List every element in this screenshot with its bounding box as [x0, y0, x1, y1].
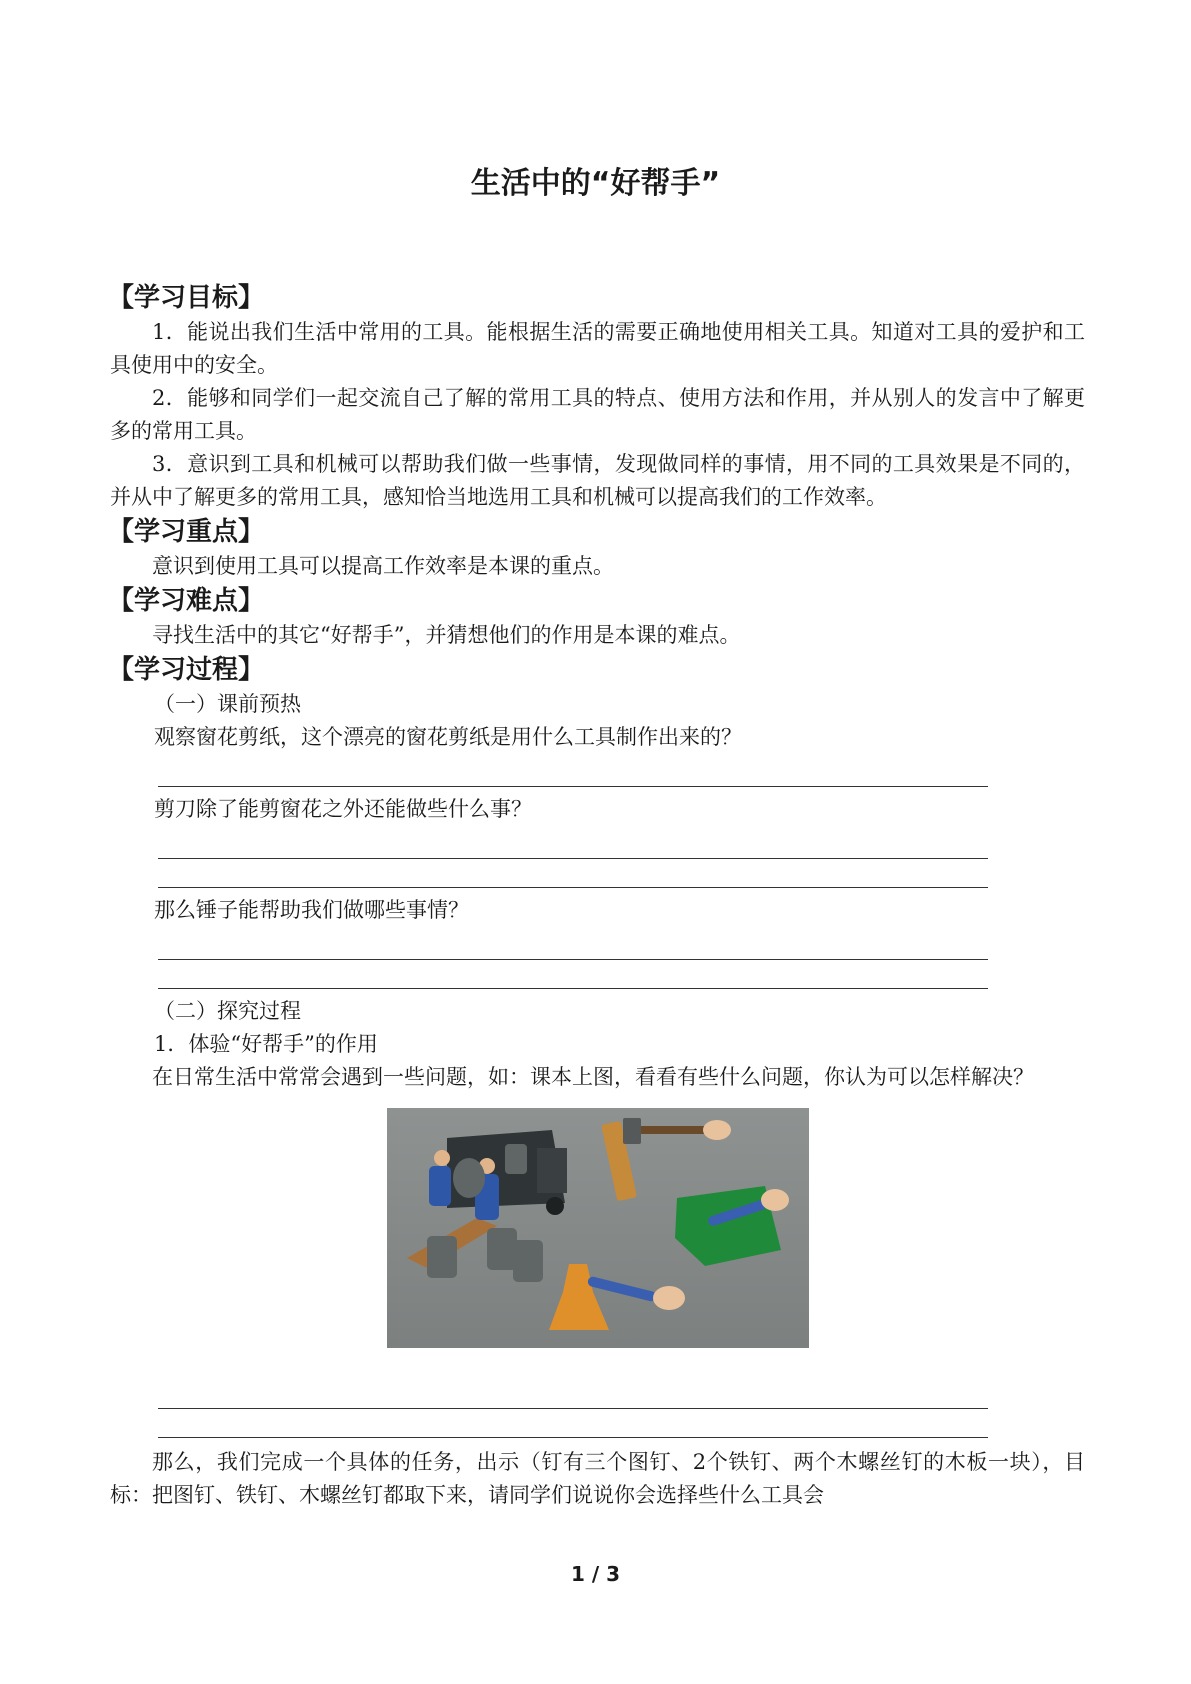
- question-papercut: 观察窗花剪纸，这个漂亮的窗花剪纸是用什么工具制作出来的？: [154, 725, 742, 749]
- page-title: 生活中的“好帮手”: [470, 166, 721, 201]
- answer-line[interactable]: [158, 754, 988, 787]
- barrel-icon: [513, 1240, 543, 1282]
- step-1-title: 1．体验“好帮手”的作用: [154, 1032, 378, 1056]
- document-body: [110, 280, 1085, 1512]
- answer-line[interactable]: [158, 859, 988, 888]
- process-heading: 【学习过程】: [108, 655, 265, 685]
- question-scissors: 剪刀除了能剪窗花之外还能做些什么事？: [154, 797, 532, 821]
- page-number: 1 / 3: [570, 1562, 621, 1586]
- step-1-text: 在日常生活中常常会遇到一些问题，如：课本上图，看看有些什么问题，你认为可以怎样解决？: [152, 1065, 1034, 1089]
- goal-item: 1．能说出我们生活中常用的工具。能根据生活的需要正确地使用相关工具。知道对工具的爱护和工具使用中的安全。: [110, 320, 1085, 377]
- difficulty-text: 寻找生活中的其它“好帮手”，并猜想他们的作用是本课的难点。: [152, 623, 741, 647]
- difficulty-heading: 【学习难点】: [108, 586, 265, 616]
- flask-icon: [549, 1264, 609, 1330]
- preview-subtitle: （一）课前预热: [154, 692, 301, 716]
- worker-icon: [429, 1166, 451, 1206]
- barrel-icon: [505, 1144, 527, 1174]
- hand-icon: [761, 1189, 789, 1211]
- task-text: 那么，我们完成一个具体的任务，出示（钉有三个图钉、2个铁钉、两个木螺丝钉的木板一块），目标：把图钉、铁钉、木螺丝钉都取下来，请同学们说说你会选择些什么工具会: [110, 1450, 1085, 1507]
- key-text: 意识到使用工具可以提高工作效率是本课的重点。: [152, 554, 614, 578]
- key-heading: 【学习重点】: [108, 517, 265, 547]
- hammer-icon: [633, 1126, 713, 1134]
- tools-illustration: [387, 1108, 809, 1348]
- barrel-icon: [427, 1236, 457, 1278]
- question-hammer: 那么锤子能帮助我们做哪些事情？: [154, 898, 469, 922]
- answer-line[interactable]: [158, 826, 988, 859]
- answer-line[interactable]: [158, 927, 988, 960]
- goal-item: 2．能够和同学们一起交流自己了解的常用工具的特点、使用方法和作用，并从别人的发言中了解更多的常用工具。: [110, 386, 1085, 443]
- wrench-icon: [587, 1276, 657, 1303]
- tools-illustration-graphic: [387, 1108, 809, 1348]
- goal-item: 3．意识到工具和机械可以帮助我们做一些事情，发现做同样的事情，用不同的工具效果是不同的，并从中了解更多的常用工具，感知恰当地选用工具和机械可以提高我们的工作效率。: [110, 452, 1085, 509]
- answer-line[interactable]: [158, 1376, 988, 1409]
- explore-subtitle: （二）探究过程: [154, 999, 301, 1023]
- barrel-icon: [487, 1228, 517, 1270]
- barrel-icon: [453, 1158, 485, 1198]
- answer-line[interactable]: [158, 960, 988, 989]
- goals-heading: 【学习目标】: [108, 283, 265, 313]
- hand-icon: [703, 1120, 731, 1140]
- hand-icon: [653, 1286, 685, 1310]
- answer-line[interactable]: [158, 1409, 988, 1438]
